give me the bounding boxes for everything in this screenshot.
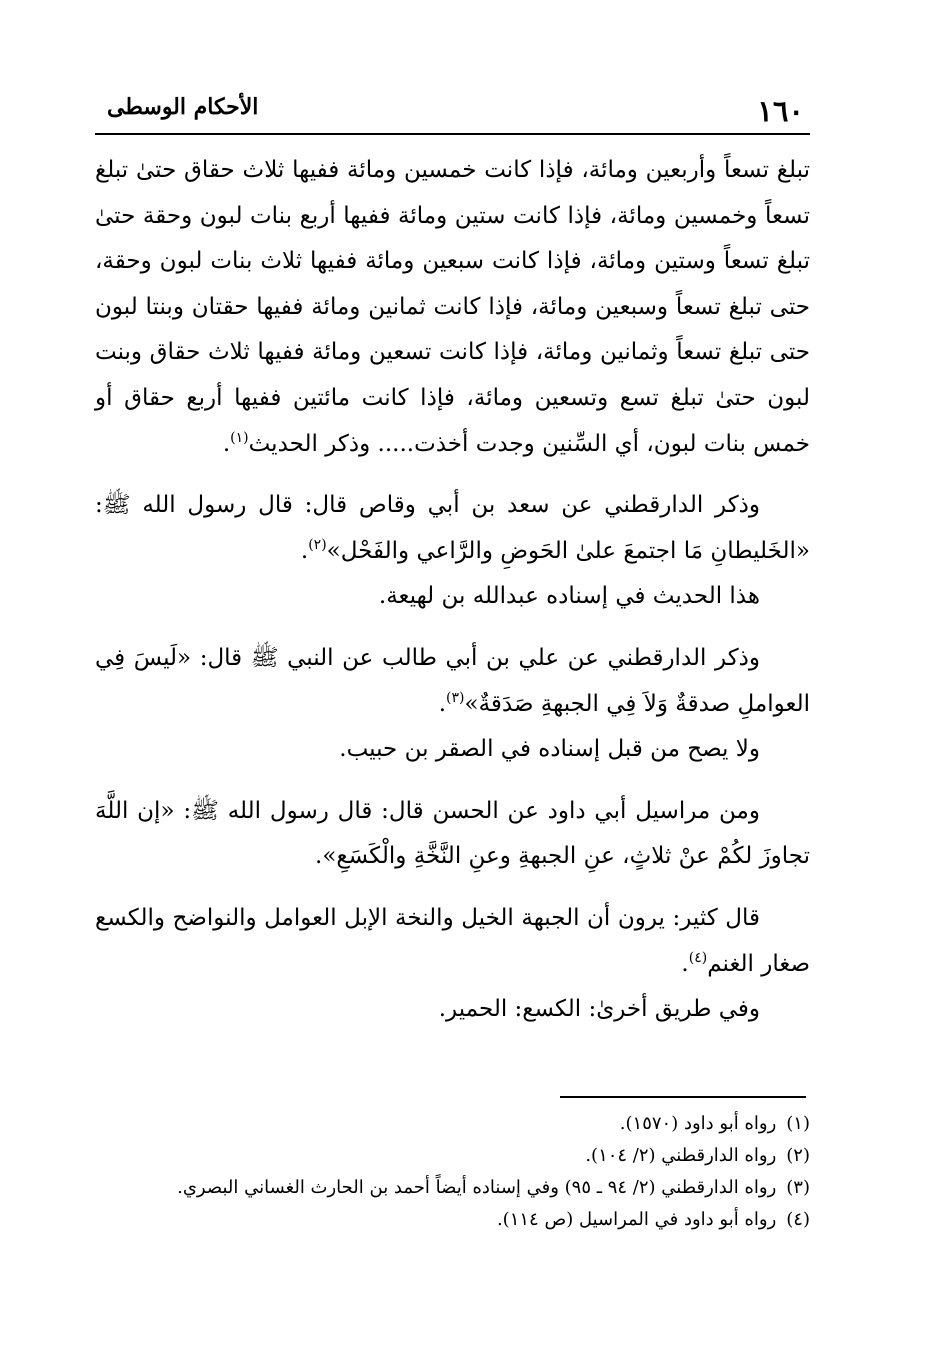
page-header <box>95 92 810 132</box>
paragraph-awamil-hadith: وذكر الدارقطني عن علي بن أبي طالب عن النبي ﷺ قال: «لَيسَ فِي العواملِ صدقةٌ وَلاَ فِي الجبهةِ صَدَقةٌ»$^{(٣)}$. <box>95 644 810 717</box>
main-text <box>95 148 810 1033</box>
footnote-ref-4: (٤) <box>688 949 708 966</box>
paragraph-other-narration: وفي طريق أخرىٰ: الكسع: الحمير. <box>438 996 760 1023</box>
footnote-ref-1: (١) <box>230 429 249 446</box>
header-rule <box>95 133 810 135</box>
paragraph-khalitan-hadith: وذكر الدارقطني عن سعد بن أبي وقاص قال: قال رسول الله ﷺ: «الخَليطانِ مَا اجتمعَ علىٰ الحَوضِ والرَّاعي والفَحْل»$^{(٢)}$. <box>95 492 810 564</box>
footnote-2: (٢)رواه الدارقطني (٢/ ١٠٤). <box>585 1145 810 1166</box>
footnote-1: (١)رواه أبو داود (١٥٧٠). <box>619 1113 810 1134</box>
paragraph-isnad-note-2: ولا يصح من قبل إسناده في الصقر بن حبيب. <box>339 736 760 763</box>
footnotes <box>95 1108 810 1236</box>
running-title: الأحكام الوسطى <box>107 94 259 120</box>
footnote-ref-2: (٢) <box>308 536 327 553</box>
page-number: ١٦٠ <box>757 94 804 128</box>
footnote-separator <box>560 1096 806 1098</box>
footnote-3: (٣)رواه الدارقطني (٢/ ٩٤ ـ ٩٥) وفي إسناده أيضاً أحمد بن الحارث الغساني البصري. <box>177 1177 810 1198</box>
footnote-4: (٤)رواه أبو داود في المراسيل (ص ١١٤). <box>496 1209 810 1230</box>
paragraph-marasil-hadith: ومن مراسيل أبي داود عن الحسن قال: قال رسول الله ﷺ: «إن اللَّهَ تجاوزَ لكُمْ عنْ ثلاثٍ، عنِ الجبهةِ وعنِ النَّخَّةِ والْكَسَعِ». <box>95 797 810 870</box>
paragraph-isnad-note-1: هذا الحديث في إسناده عبدالله بن لهيعة. <box>378 583 760 610</box>
paragraph-kathir-explanation: قال كثير: يرون أن الجبهة الخيل والنخة الإبل العوامل والنواضح والكسع صغار الغنم$^{(٤)}$. <box>95 904 810 977</box>
footnote-ref-3: (٣) <box>446 689 465 706</box>
paragraph-sadaqa-camels: تبلغ تسعاً وأربعين ومائة، فإذا كانت خمسين ومائة ففيها ثلاث حقاق حتىٰ تبلغ تسعاً وخمسين ومائة، فإذا كانت ستين ومائة ففيها أربع بنات لبون وحقة حتىٰ تبلغ تسعاً وستين ومائة، فإذا كانت سبعين ومائة ففيها ثلاث بنات لبون وحقة، حتى تبلغ تسعاً وسبعين ومائة، فإذا كانت ثمانين ومائة ففيها حقتان وبنتا لبون حتى تبلغ تسعاً وثمانين ومائة، فإذا كانت تسعين ومائة ففيها ثلاث حقاق وبنت لبون حتىٰ تبلغ تسع وتسعين ومائة، فإذا كانت مائتين ففيها أربع حقاق أو خمس بنات لبون، أي السِّنين وجدت أخذت..... وذكر الحديث$^{(١)}$. <box>95 157 810 457</box>
